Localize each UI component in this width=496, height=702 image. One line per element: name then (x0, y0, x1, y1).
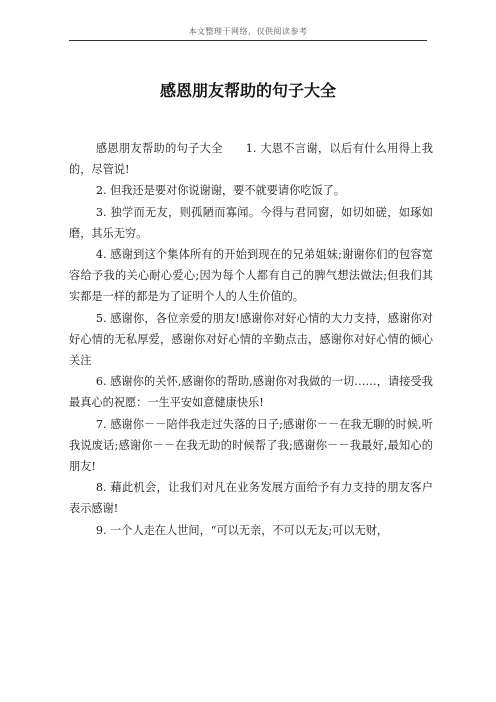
paragraph-5: 5. 感谢你，各位亲爱的朋友!感谢你对好心情的大力支持，感谢你对好心情的无私厚爱，感谢你对好心情的辛勤点击，感谢你对好心情的倾心关注 (69, 311, 433, 368)
document-body (69, 138, 433, 541)
header-divider (69, 40, 427, 41)
paragraph-3: 3. 独学而无友，则孤陋而寡闻。今得与君同窗，如切如磋，如琢如磨，其乐无穷。 (69, 205, 433, 240)
paragraph-6: 6. 感谢你的关怀,感谢你的帮助,感谢你对我做的一切……，请接受我最真心的祝愿：一生平安如意健康快乐! (69, 375, 433, 410)
paragraph-7: 7. 感谢你－－陪伴我走过失落的日子;感谢你－－在我无聊的时候,听我说废话;感谢你－－在我无助的时候帮了我;感谢你－－我最好,最知心的朋友! (69, 417, 433, 474)
page-header-note: 本文整理于网络，仅供阅读参考 (188, 27, 308, 36)
document-title: 感恩朋友帮助的句子大全 (159, 81, 336, 100)
paragraph-4: 4. 感谢到这个集体所有的开始到现在的兄弟姐妹;谢谢你们的包容宽容给予我的关心耐心爱心;因为每个人都有自己的脾气想法做法;但我们其实都是一样的都是为了证明个人的人生价值的。 (69, 248, 433, 304)
paragraph-9: 9. 一个人走在人世间，“可以无亲，不可以无友;可以无财， (95, 523, 389, 537)
paragraph-1: 感恩朋友帮助的句子大全 1. 大恩不言谢，以后有什么用得上我的，尽管说! (69, 142, 433, 177)
paragraph-2: 2. 但我还是要对你说谢谢，要不就要请你吃饭了。 (95, 184, 346, 198)
paragraph-8: 8. 藉此机会，让我们对凡在业务发展方面给予有力支持的朋友客户表示感谢! (69, 481, 433, 516)
